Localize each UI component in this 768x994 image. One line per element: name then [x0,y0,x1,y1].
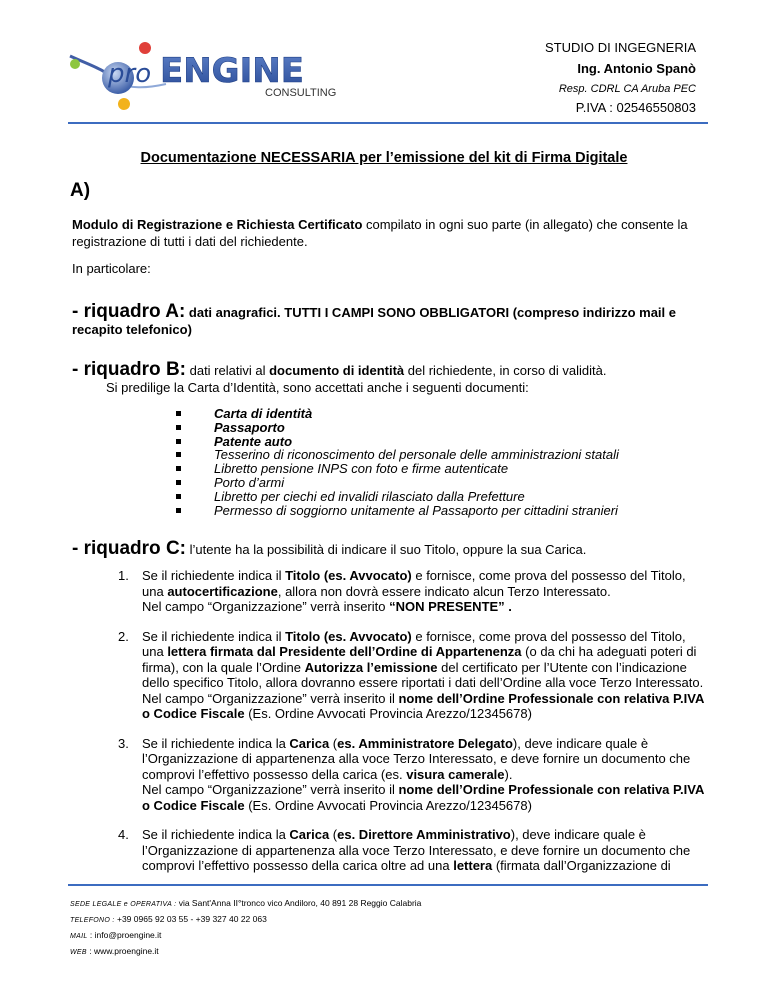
riquadro-a: - riquadro A: dati anagrafici. TUTTI I CAMPI SONO OBBLIGATORI (compreso indirizzo mail e recapito telefonico) [72,301,676,337]
footer-web: WEB : www.proengine.it [70,946,159,956]
list-item: Carta di identità [176,407,619,421]
engineer-name: Ing. Antonio Spanò [577,61,696,76]
list-item: Passaporto [176,421,619,435]
list-item: 4. Se il richiedente indica la Carica (es. Direttore Amministrativo), deve indicare quale è l’Organizzazione di appartenenza alla voce Terzo Interessato, e deve fornire un documento che comprovi l’effettivo possesso della carica oltre ad una lettera (firmata dall’Organizzazione di [118,827,691,873]
piva-line: P.IVA : 02546550803 [575,100,696,115]
list-item: Permesso di soggiorno unitamente al Passaporto per cittadini stranieri [176,504,619,518]
list-item: Libretto pensione INPS con foto e firme autenticate [176,462,619,476]
riquadro-b: - riquadro B: dati relativi al documento di identità del richiedente, in corso di validità. Si predilige la Carta d’Identità, sono accettati anche i seguenti documenti: [72,359,607,395]
list-item: 2. Se il richiedente indica il Titolo (es. Avvocato) e fornisce, come prova del possesso del Titolo, una lettera firmata dal Presidente dell’Ordine di Appartenenza (o da chi ha adeguati poteri di firma), con la quale l’Ordine Autorizza l’emissione del certificato per l’Utente con l’indicazione dello specifico Titolo, allora dovranno essere riportati i dati dell’Ordine alla voce Terzo Interessato. Nel campo “Organizzazione” verrà inserito il nome dell’Ordine Professionale con relativa P.IVA o Codice Fiscale (Es. Ordine Avvocati Provincia Arezzo/12345678) [118,628,704,721]
carica-list [118,568,708,888]
svg-text:ENGINE: ENGINE [160,51,304,91]
list-item: 3. Se il richiedente indica la Carica (es. Amministratore Delegato), deve indicare quale è l’Organizzazione di appartenenza alla voce Terzo Interessato, e deve fornire un documento che comprovi l’effettivo possesso della carica (es. visura camerale). Nel campo “Organizzazione” verrà inserito il nome dell’Ordine Professionale con relativa P.IVA o Codice Fiscale (Es. Ordine Avvocati Provincia Arezzo/12345678) [118,735,704,813]
svg-text:pro: pro [108,59,152,89]
document-list [176,407,619,517]
list-item: Patente auto [176,435,619,449]
proengine-logo [62,40,337,112]
list-item: Porto d’armi [176,476,619,490]
riquadro-c: - riquadro C: l’utente ha la possibilità di indicare il suo Titolo, oppure la sua Carica. [72,538,587,559]
intro-paragraph: Modulo di Registrazione e Richiesta Certificato compilato in ogni suo parte (in allegato) che consente la registrazione di tutti i dati del richiedente. [72,217,688,249]
list-item: Libretto per ciechi ed invalidi rilasciato dalla Prefetture [176,490,619,504]
in-particolare: In particolare: [72,261,151,276]
document-title: Documentazione NECESSARIA per l’emissione del kit di Firma Digitale [140,150,628,166]
footer-divider [68,884,708,886]
footer-sede: SEDE LEGALE e OPERATIVA : via Sant'Anna II°tronco vico Andiloro, 40 891 28 Reggio Calabria [70,898,422,908]
footer-mail: MAIL : info@proengine.it [70,930,162,940]
list-item: Tesserino di riconoscimento del personale delle amministrazioni statali [176,448,619,462]
list-item: 1. Se il richiedente indica il Titolo (es. Avvocato) e fornisce, come prova del possesso del Titolo, una autocertificazione, allora non dovrà essere indicato alcun Terzo Interessato. Nel campo “Organizzazione” verrà inserito “NON PRESENTE” . [118,568,686,614]
footer-telefono: TELEFONO : +39 0965 92 03 55 - +39 327 40 22 063 [70,914,267,924]
svg-text:CONSULTING: CONSULTING [265,87,337,99]
section-heading-a: A) [70,180,91,201]
header-divider [68,122,708,124]
studio-label: STUDIO DI INGEGNERIA [545,40,696,55]
resp-line: Resp. CDRL CA Aruba PEC [558,83,696,95]
